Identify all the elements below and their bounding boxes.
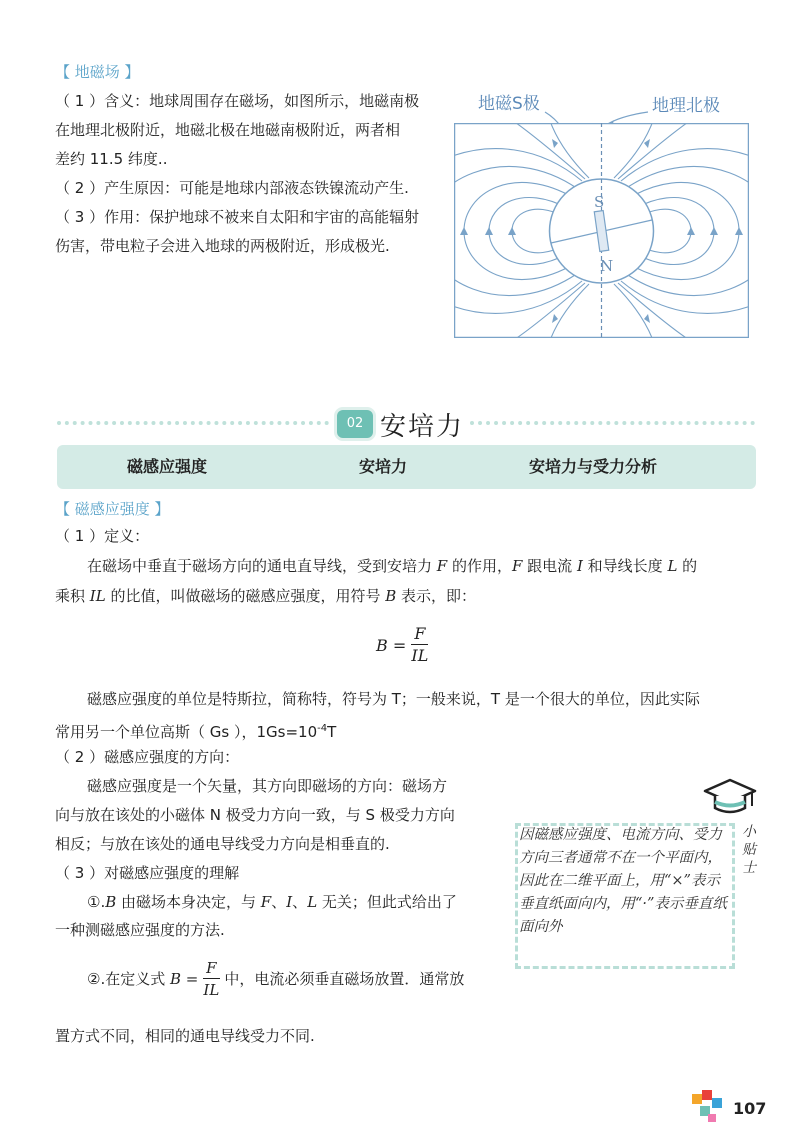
definition-label: （ 1 ）定义： — [55, 527, 150, 545]
page-number: 107 — [733, 1099, 767, 1118]
section-heading-magnetic-induction: 【 磁感应强度 】 — [55, 500, 170, 518]
text-line: 在地理北极附近，地磁北极在地磁南极附近，两者相 — [55, 121, 401, 139]
direction-label: （ 2 ）磁感应强度的方向： — [55, 748, 240, 766]
page-logo-icon — [690, 1088, 726, 1124]
section-heading-geomagnetism: 【 地磁场 】 — [55, 63, 140, 81]
label-geographic-north-pole: 地理北极 — [652, 96, 720, 116]
direction-line-3: 相反；与放在该处的通电导线受力方向是相垂直的. — [55, 835, 390, 853]
text-line: 伤害，带电粒子会进入地球的两极附近，形成极光. — [55, 237, 390, 255]
direction-line-2: 向与放在该处的小磁体 N 极受力方向一致，与 S 极受力方向 — [55, 806, 455, 824]
tip-label: 小贴士 — [742, 824, 756, 876]
graduation-cap-icon — [703, 776, 757, 820]
section-number-badge: 02 — [337, 410, 373, 438]
text-line: （ 1 ）含义：地球周围存在磁场，如图所示，地磁南极 — [55, 92, 420, 110]
understanding-item-1: ①.B 由磁场本身决定，与 F、I、L 无关；但此式给出了 — [87, 893, 457, 911]
unit-line-2: 常用另一个单位高斯（ Gs ），$1Gs=10^{-4}T$ — [55, 723, 337, 741]
section-divider-right — [470, 421, 755, 425]
understanding-item-1-line-2: 一种测磁感应强度的方法. — [55, 921, 225, 939]
label-magnetic-south-pole: 地磁S极 — [478, 94, 540, 114]
text-line: （ 3 ）作用：保护地球不被来自太阳和宇宙的高能辐射 — [55, 208, 420, 226]
formula-b-equals-f-over-il: B = $\frac{F}{IL}$ — [376, 624, 429, 665]
geomagnetism-paragraph — [55, 87, 419, 261]
definition-line-1: 在磁场中垂直于磁场方向的通电直导线，受到安培力 F 的作用，F 跟电流 I 和导线长度 L 的 — [87, 557, 698, 575]
section-title: 安培力 — [380, 412, 465, 442]
definition-line-2: 乘积 IL 的比值，叫做磁场的磁感应强度，用符号 B 表示，即： — [55, 587, 477, 605]
direction-line-1: 磁感应强度是一个矢量，其方向即磁场的方向：磁场方 — [87, 777, 448, 795]
understanding-item-2-line-2: 置方式不同，相同的通电导线受力不同. — [55, 1027, 315, 1045]
tab-ampere-force[interactable]: 安培力 — [359, 457, 408, 476]
unit-line-1: 磁感应强度的单位是特斯拉，简称特，符号为 T；一般来说，T 是一个很大的单位，因此实际 — [87, 690, 700, 708]
tip-note-text: 因磁感应强度、电流方向、受力方向三者通常不在一个平面内，因此在二维平面上，用“×”表示垂直纸面向内，用“·”表示垂直纸面向外 — [519, 827, 727, 935]
earth-magnetic-field-diagram — [454, 123, 749, 338]
text-line: 差约 11.5 纬度.. — [55, 150, 168, 168]
pole-n-label: N — [600, 257, 614, 275]
tab-force-analysis[interactable]: 安培力与受力分析 — [529, 457, 658, 476]
section-divider-left — [57, 421, 329, 425]
tab-magnetic-induction[interactable]: 磁感应强度 — [127, 457, 208, 476]
understanding-item-2: ②.在定义式 B = $\frac{F}{IL}$ 中，电流必须垂直磁场放置．通常放 — [87, 959, 465, 999]
pole-s-label: S — [594, 193, 605, 211]
text-line: （ 2 ）产生原因：可能是地球内部液态铁镍流动产生. — [55, 179, 409, 197]
understanding-label: （ 3 ）对磁感应强度的理解 — [55, 864, 240, 882]
